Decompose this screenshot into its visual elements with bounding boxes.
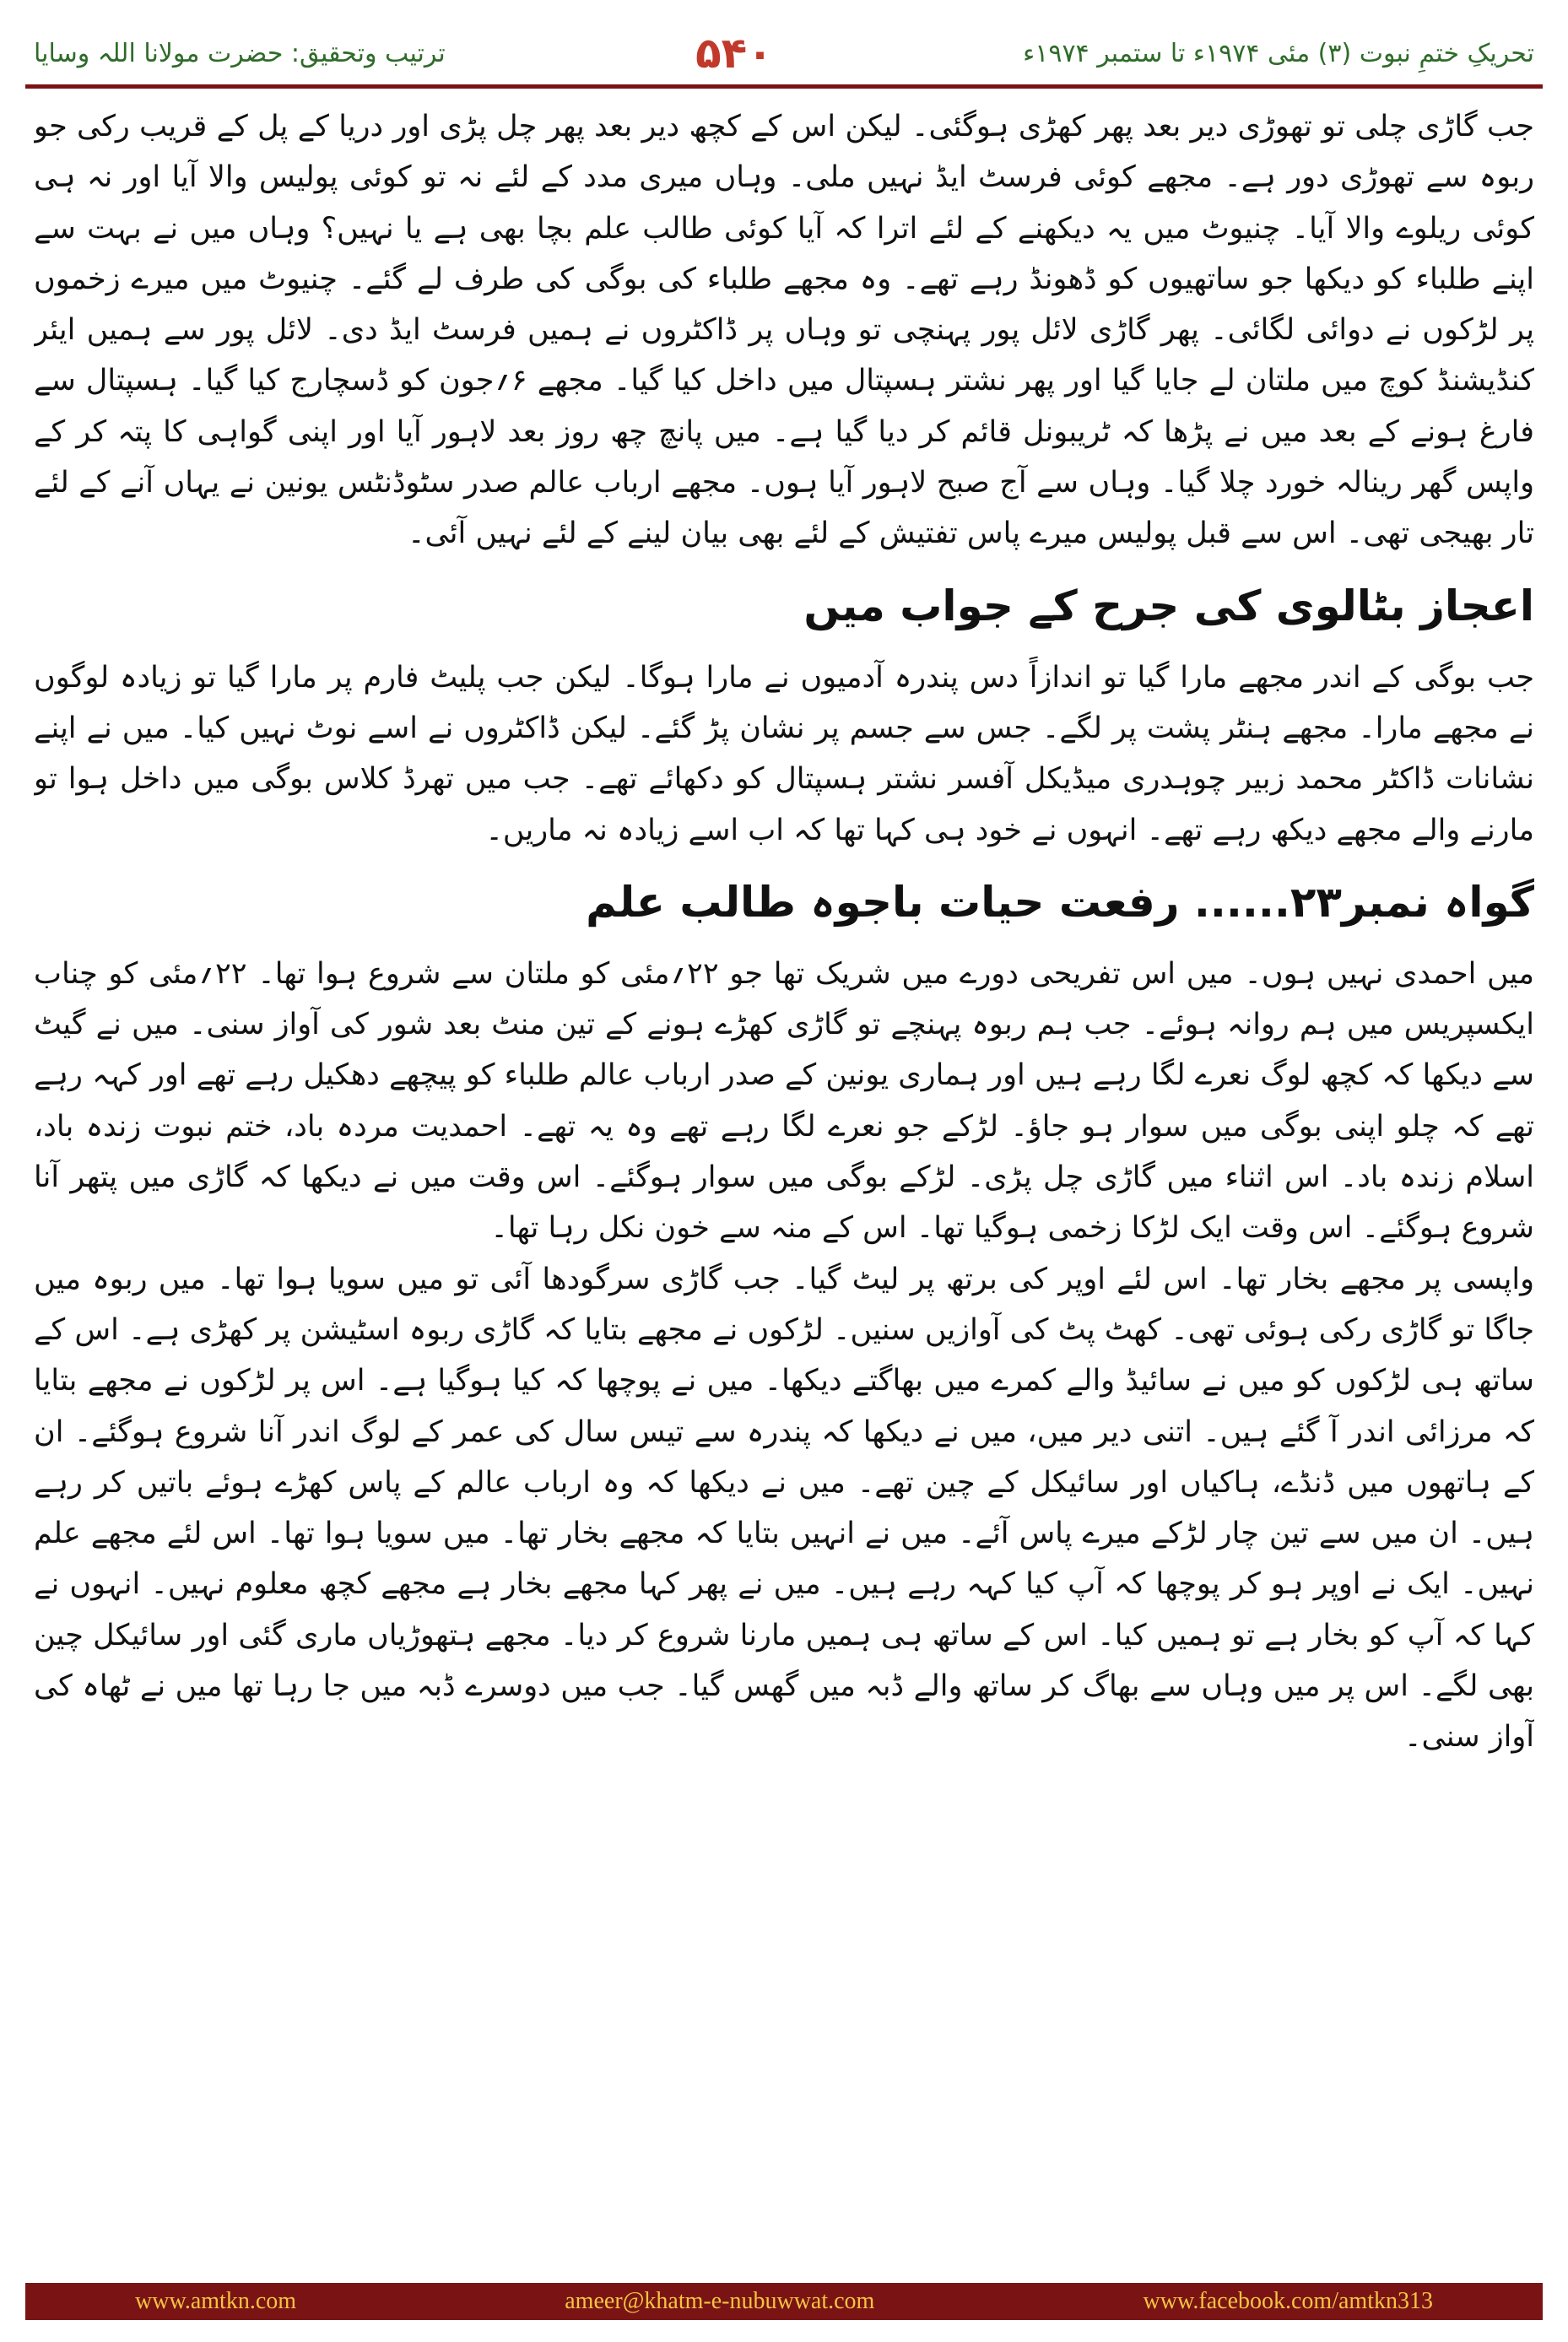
paragraph-2: جب بوگی کے اندر مجھے مارا گیا تو اندازاً دس پندرہ آدمیوں نے مارا ہوگا۔ لیکن جب پلیٹ فارم پر مارا گیا تو زیادہ لوگوں نے مجھے مارا۔ مجھے ہنٹر پشت پر لگے۔ جس سے جسم پر نشان پڑ گئے۔ لیکن ڈاکٹروں نے اسے نوٹ نہیں کیا۔ میں نے اپنے نشانات ڈاکٹر محمد زبیر چوہدری میڈیکل آفسر نشتر ہسپتال کو دکھائے تھے۔ جب میں تھرڈ کلاس بوگی میں داخل ہوا تو مارنے والے مجھے دیکھ رہے تھے۔ انہوں نے خود ہی کہا تھا کہ اب اسے زیادہ نہ ماریں۔ [34, 660, 1534, 847]
page-header [34, 24, 1534, 83]
email-link[interactable]: ameer@khatm-e-nubuwwat.com [565, 2288, 875, 2314]
section-heading-witness-23: گواہ نمبر۲۳...... رفعت حیات باجوہ طالب علم [586, 877, 1534, 927]
paragraph-3: میں احمدی نہیں ہوں۔ میں اس تفریحی دورے میں شریک تھا جو ۲۲؍مئی کو ملتان سے شروع ہوا تھا۔ ۲۲؍مئی کو چناب ایکسپریس میں ہم روانہ ہوئے۔ جب ہم ربوہ پہنچے تو گاڑی کھڑے ہونے کے تین منٹ بعد شور کی آواز سنی۔ میں نے گیٹ سے دیکھا کہ کچھ لوگ نعرے لگا رہے ہیں اور ہماری یونین کے صدر ارباب عالم طلباء کو پیچھے دھکیل رہے تھے اور کہہ رہے تھے کہ چلو اپنی بوگی میں سوار ہو جاؤ۔ لڑکے جو نعرے لگا رہے تھے وہ یہ تھے۔ احمدیت مردہ باد، ختم نبوت زندہ باد، اسلام زندہ باد۔ اس اثناء میں گاڑی چل پڑی۔ لڑکے بوگی میں سوار ہوگئے۔ اس وقت میں نے دیکھا کہ گاڑی میں پتھر آنا شروع ہوگئے۔ اس وقت ایک لڑکا زخمی ہوگیا تھا۔ اس کے منہ سے خون نکل رہا تھا۔ [34, 956, 1534, 1246]
page-number: ۵۴۰ [695, 29, 773, 78]
header-divider [25, 84, 1543, 89]
website-link[interactable]: www.amtkn.com [135, 2288, 297, 2314]
paragraph-1: جب گاڑی چلی تو تھوڑی دیر بعد پھر کھڑی ہوگئی۔ لیکن اس کے کچھ دیر بعد پھر چل پڑی اور دریا کے پل کے قریب رکی جو ربوہ سے تھوڑی دور ہے۔ مجھے کوئی فرسٹ ایڈ نہیں ملی۔ وہاں میری مدد کے لئے نہ تو کوئی پولیس والا آیا اور نہ ہی کوئی ریلوے والا آیا۔ چنیوٹ میں یہ دیکھنے کے لئے اترا کہ آیا کوئی طالب علم بچا بھی ہے یا نہیں؟ وہاں میں نے بہت سے اپنے طلباء کو دیکھا جو ساتھیوں کو ڈھونڈ رہے تھے۔ وہ مجھے طلباء کی بوگی کی طرف لے گئے۔ چنیوٹ میں میرے زخموں پر لڑکوں نے دوائی لگائی۔ پھر گاڑی لائل پور پہنچی تو وہاں پر ڈاکٹروں نے ہمیں فرسٹ ایڈ دی۔ لائل پور سے ہمیں ایئر کنڈیشنڈ کوچ میں ملتان لے جایا گیا اور پھر نشتر ہسپتال میں داخل کیا گیا۔ مجھے ۶؍جون کو ڈسچارج کیا گیا۔ ہسپتال سے فارغ ہونے کے بعد میں نے پڑھا کہ ٹریبونل قائم کر دیا گیا ہے۔ میں پانچ چھ روز بعد لاہور آیا اور اپنی گواہی کا پتہ کر کے واپس گھر رینالہ خورد چلا گیا۔ وہاں سے آج صبح لاہور آیا ہوں۔ مجھے ارباب عالم صدر سٹوڈنٹس یونین نے یہاں آنے کے لئے تار بھیجی تھی۔ اس سے قبل پولیس میرے پاس تفتیش کے لئے بھی بیان لینے کے لئے نہیں آئی۔ [34, 110, 1534, 551]
paragraph-4: واپسی پر مجھے بخار تھا۔ اس لئے اوپر کی برتھ پر لیٹ گیا۔ جب گاڑی سرگودھا آئی تو میں سویا ہوا تھا۔ میں ربوہ میں جاگا تو گاڑی رکی ہوئی تھی۔ کھٹ پٹ کی آوازیں سنیں۔ لڑکوں نے مجھے بتایا کہ گاڑی ربوہ اسٹیشن پر کھڑی ہے۔ اس کے ساتھ ہی لڑکوں کو میں نے سائیڈ والے کمرے میں بھاگتے دیکھا۔ میں نے پوچھا کہ کیا ہوگیا ہے۔ اس پر لڑکوں نے مجھے بتایا کہ مرزائی اندر آ گئے ہیں۔ اتنی دیر میں، میں نے دیکھا کہ پندرہ سے تیس سال کی عمر کے لوگ اندر آنا شروع ہوگئے۔ ان کے ہاتھوں میں ڈنڈے، ہاکیاں اور سائیکل کے چین تھے۔ میں نے دیکھا کہ وہ ارباب عالم کے پاس کھڑے ہوئے باتیں کر رہے ہیں۔ ان میں سے تین چار لڑکے میرے پاس آئے۔ میں نے انہیں بتایا کہ مجھے بخار تھا۔ میں سویا ہوا تھا۔ اس لئے مجھے علم نہیں۔ ایک نے اوپر ہو کر پوچھا کہ آپ کیا کہہ رہے ہیں۔ میں نے پھر کہا مجھے بخار ہے مجھے کچھ معلوم نہیں۔ انہوں نے کہا کہ آپ کو بخار ہے تو ہمیں کیا۔ اس کے ساتھ ہی ہمیں مارنا شروع کر دیا۔ مجھے ہتھوڑیاں ماری گئی اور سائیکل چین بھی لگے۔ اس پر میں وہاں سے بھاگ کر ساتھ والے ڈبہ میں گھس گیا۔ جب میں دوسرے ڈبہ میں جا رہا تھا میں نے ٹھاہ کی آواز سنی۔ [34, 1262, 1534, 1755]
facebook-link[interactable]: www.facebook.com/amtkn313 [1143, 2288, 1433, 2314]
book-title: تحریکِ ختمِ نبوت (۳) مئی ۱۹۷۴ء تا ستمبر ۱۹۷۴ء [1023, 38, 1534, 68]
compiler-credit: ترتیب وتحقیق: حضرت مولانا اللہ وسایا [34, 38, 446, 68]
page-body [34, 101, 1534, 2237]
section-heading-cross-examination: اعجاز بٹالوی کی جرح کے جواب میں [803, 581, 1534, 630]
page-footer [25, 2283, 1543, 2320]
